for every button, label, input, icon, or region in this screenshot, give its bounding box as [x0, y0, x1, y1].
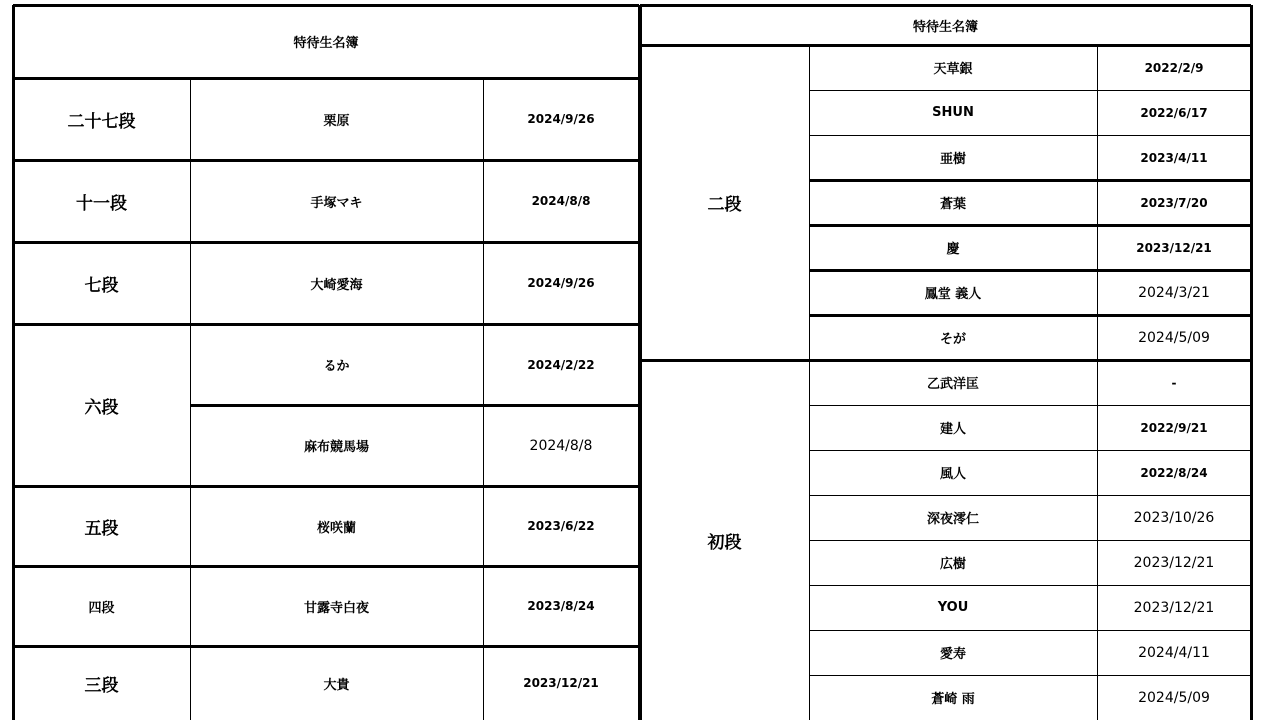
rank-label: 五段	[84, 518, 119, 539]
grid-line	[809, 224, 1251, 227]
member-date: 2023/12/21	[523, 676, 599, 690]
member-date: 2024/8/8	[531, 194, 591, 208]
member-name: 深夜澪仁	[926, 512, 979, 527]
member-name: YOU	[937, 600, 969, 615]
member-date: 2024/5/09	[1138, 689, 1210, 706]
grid-line	[1097, 45, 1098, 720]
rank-label: 十一段	[76, 193, 127, 214]
member-date: 2023/8/24	[527, 599, 595, 613]
grid-line	[809, 405, 1251, 406]
member-name: 天草銀	[933, 62, 973, 77]
grid-line	[809, 314, 1251, 317]
member-name: 大貴	[323, 677, 350, 693]
member-date: 2022/2/9	[1144, 60, 1204, 75]
grid-line	[809, 45, 810, 720]
grid-line	[640, 4, 1251, 7]
member-date: 2024/9/26	[527, 276, 595, 290]
member-name: そが	[939, 332, 966, 347]
member-name: 乙武洋匡	[926, 377, 979, 392]
grid-line	[12, 5, 15, 720]
member-name: 愛寿	[939, 647, 966, 662]
grid-line	[13, 323, 639, 326]
grid-line	[13, 77, 639, 80]
grid-line	[809, 585, 1251, 586]
member-date: 2024/9/26	[527, 112, 595, 126]
grid-line	[13, 4, 639, 7]
grid-line	[809, 630, 1251, 631]
grid-line	[190, 404, 639, 407]
grid-line	[809, 269, 1251, 272]
grid-line	[13, 645, 639, 648]
grid-line	[809, 179, 1251, 182]
member-name: 風人	[939, 467, 966, 482]
member-date: 2022/6/17	[1140, 105, 1208, 120]
member-date: 2023/12/21	[1133, 599, 1215, 616]
member-date: 2022/9/21	[1140, 420, 1208, 435]
grid-line	[639, 5, 642, 720]
member-date: 2023/10/26	[1133, 509, 1215, 526]
rank-label: 二十七段	[67, 111, 136, 132]
member-date: 2024/8/8	[529, 437, 593, 454]
right-table-title: 特待生名簿	[912, 19, 978, 35]
member-date: -	[1171, 375, 1177, 390]
grid-line	[809, 495, 1251, 496]
member-name: 蒼崎 雨	[931, 692, 975, 707]
grid-line	[809, 675, 1251, 676]
member-date: 2023/4/11	[1140, 150, 1208, 165]
rank-label: 二段	[707, 195, 742, 215]
grid-line	[1250, 5, 1253, 720]
rank-label: 七段	[84, 275, 119, 296]
member-date: 2024/5/09	[1138, 329, 1210, 346]
member-date: 2024/2/22	[527, 357, 595, 372]
grid-line	[483, 78, 484, 720]
rank-label: 三段	[84, 675, 119, 696]
grid-line	[640, 44, 1251, 47]
grid-line	[13, 565, 639, 568]
rank-label: 初段	[707, 532, 742, 553]
grid-line	[809, 90, 1251, 91]
member-name: SHUN	[932, 105, 974, 120]
member-name: 麻布競馬場	[303, 440, 369, 455]
member-date: 2023/6/22	[527, 519, 595, 533]
member-name: 蒼葉	[939, 197, 966, 212]
member-date: 2024/3/21	[1138, 284, 1210, 301]
grid-line	[13, 241, 639, 244]
grid-line	[640, 359, 1251, 362]
grid-line	[809, 540, 1251, 541]
member-name: 大崎愛海	[310, 277, 363, 293]
member-date: 2023/12/21	[1136, 240, 1212, 255]
member-date: 2022/8/24	[1140, 465, 1208, 480]
grid-line	[13, 159, 639, 162]
rank-label: 四段	[88, 600, 115, 616]
grid-line	[190, 78, 191, 720]
member-name: 慶	[946, 242, 960, 257]
grid-line	[809, 135, 1251, 136]
member-name: 手塚マキ	[310, 195, 363, 211]
member-name: 栗原	[323, 113, 350, 129]
member-name: 鳳堂 義人	[924, 287, 982, 302]
left-table-title: 特待生名簿	[293, 36, 359, 51]
member-name: るか	[323, 359, 350, 374]
member-name: 甘露寺白夜	[303, 600, 369, 616]
member-name: 桜咲蘭	[316, 520, 356, 536]
rank-label: 六段	[84, 397, 119, 418]
member-name: 広樹	[939, 557, 966, 572]
member-name: 建人	[939, 422, 966, 437]
grid-line	[809, 450, 1251, 451]
member-date: 2023/7/20	[1140, 195, 1208, 210]
member-name: 亜樹	[939, 152, 966, 167]
member-date: 2024/4/11	[1138, 644, 1210, 661]
grid-line	[13, 485, 639, 488]
member-date: 2023/12/21	[1133, 554, 1215, 571]
